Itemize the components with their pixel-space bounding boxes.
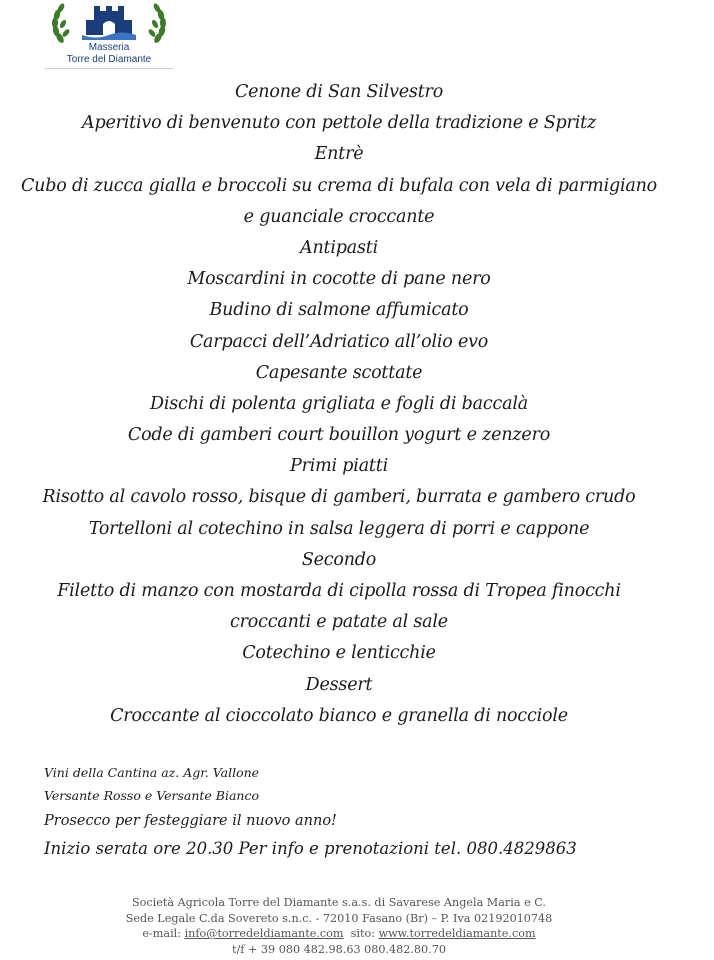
footer-address: Sede Legale C.da Sovereto s.n.c. - 72010 Fasano (Br) – P. Iva 02192010748 (125, 911, 553, 925)
site-label: sito: (350, 927, 379, 941)
menu-item: Code di gamberi court bouillon yogurt e zenzero (127, 425, 551, 446)
course-heading-secondo: Secondo (301, 549, 377, 570)
course-heading-primi: Primi piatti (290, 456, 388, 477)
wines-note: Vini della Cantina az. Agr. Vallone (44, 765, 260, 780)
logo-divider (44, 68, 174, 69)
menu-item: Aperitivo di benvenuto con pettole della tradizione e Spritz (82, 113, 596, 134)
notes-block (44, 762, 577, 863)
email-link[interactable]: info@torredeldiamante.com (184, 927, 344, 941)
menu-list (0, 77, 678, 732)
course-heading-dessert: Dessert (305, 674, 373, 695)
menu-item: Dischi di polenta grigliata e fogli di baccalà (150, 393, 528, 414)
course-heading-entre: Entrè (314, 144, 364, 165)
menu-item: Moscardini in cocotte di pane nero (187, 269, 491, 290)
email-label: e-mail: (142, 927, 185, 941)
logo-name-text: Torre del Diamante (66, 54, 152, 65)
footer-company: Società Agricola Torre del Diamante s.a.s. di Savarese Angela Maria e C. (132, 896, 546, 909)
menu-item: Cubo di zucca gialla e broccoli su crema di bufala con vela di parmigiano (20, 175, 658, 196)
masseria-logo (36, 2, 182, 74)
footer (0, 895, 678, 957)
logo-masseria-text: Masseria (88, 42, 130, 53)
footer-phone: t/f + 39 080 482.98.63 080.482.80.70 (232, 942, 446, 956)
menu-item: Cotechino e lenticchie (242, 643, 436, 664)
menu-title: Cenone di San Silvestro (234, 82, 444, 102)
info-note: Inizio serata ore 20.30 Per info e prenotazioni tel. 080.4829863 (44, 839, 577, 858)
menu-item: Risotto al cavolo rosso, bisque di gamberi, burrata e gambero crudo (42, 487, 636, 508)
menu-item: e guanciale croccante (243, 206, 435, 227)
tower-laurel-logo-icon (36, 2, 182, 44)
menu-item: Carpacci dell’Adriatico all’olio evo (189, 331, 489, 352)
menu-item: Budino di salmone affumicato (209, 300, 469, 321)
menu-item: Capesante scottate (255, 362, 423, 383)
menu-item: Tortelloni al cotechino in salsa leggera di porri e cappone (88, 518, 590, 539)
prosecco-note: Prosecco per festeggiare il nuovo anno! (44, 813, 337, 829)
menu-item: croccanti e patate al sale (230, 612, 448, 633)
menu-item: Filetto di manzo con mostarda di cipolla rossa di Tropea finocchi (57, 581, 621, 601)
footer-contacts (0, 926, 678, 942)
menu-item: Croccante al cioccolato bianco e granella di nocciole (110, 705, 568, 726)
course-heading-antipasti: Antipasti (300, 237, 378, 258)
website-link[interactable]: www.torredeldiamante.com (378, 927, 536, 941)
versante-note: Versante Rosso e Versante Bianco (44, 788, 259, 803)
